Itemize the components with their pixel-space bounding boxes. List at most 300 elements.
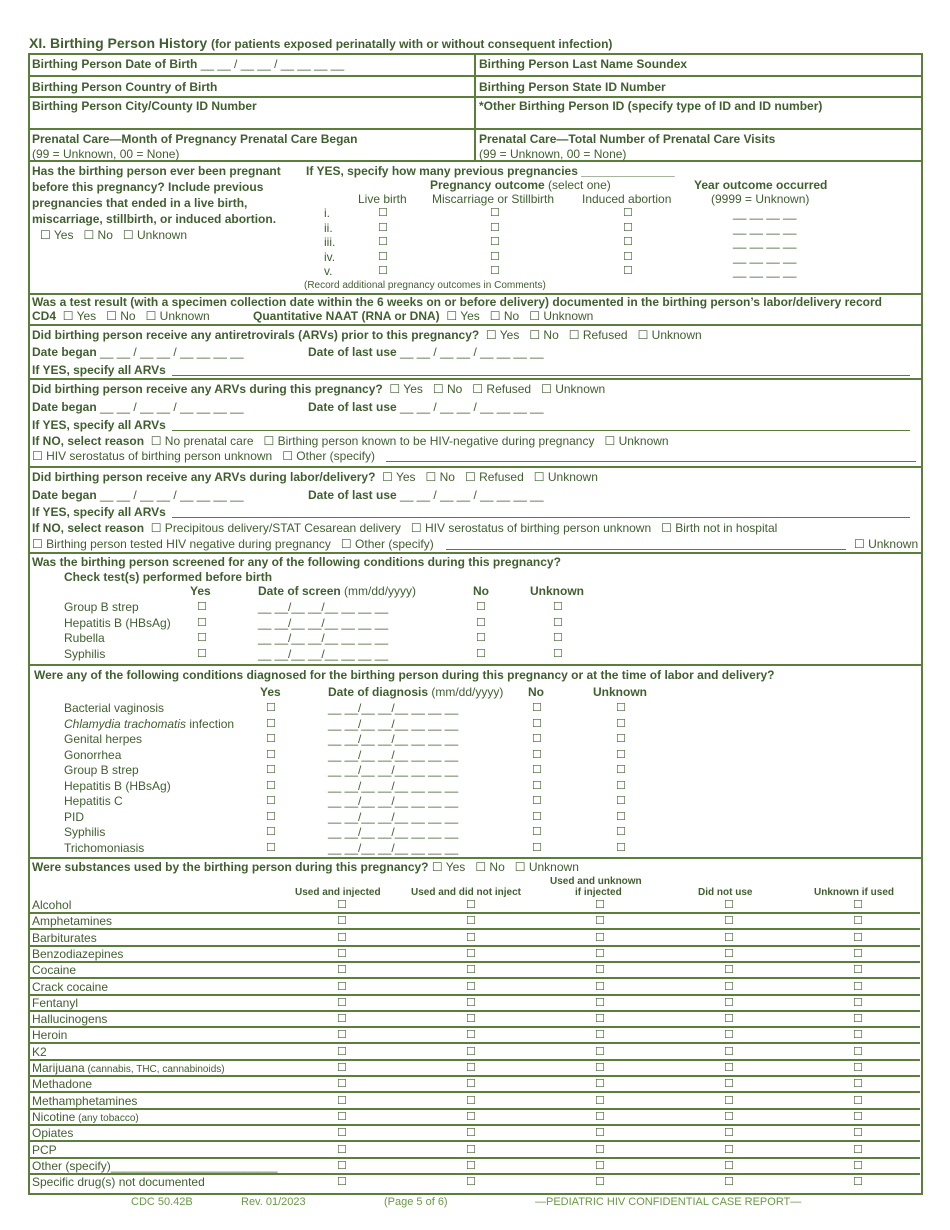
substance-checkbox[interactable]: ☐ [724, 1029, 734, 1042]
substance-row-divider [29, 912, 920, 914]
miscarriage-checkbox[interactable]: ☐ [490, 265, 500, 277]
substance-checkbox[interactable]: ☐ [853, 964, 863, 977]
substance-checkbox[interactable]: ☐ [724, 899, 734, 911]
substance-name: Alcohol [32, 898, 72, 912]
live-birth-checkbox[interactable]: ☐ [378, 250, 388, 263]
diag-yes-checkbox[interactable]: ☐ [266, 826, 276, 838]
substance-checkbox[interactable]: ☐ [595, 1078, 605, 1091]
substance-label [32, 931, 97, 945]
substance-checkbox[interactable]: ☐ [466, 980, 476, 993]
arv-prior-date-began[interactable]: Date began __ __ / __ __ / __ __ __ __ [32, 345, 244, 359]
footer-page: (Page 5 of 6) [384, 1196, 448, 1208]
diag-yes-checkbox[interactable]: ☐ [266, 733, 276, 745]
diag-unknown-checkbox[interactable]: ☐ [616, 764, 626, 776]
screen-date-input[interactable]: __ __/__ __/__ __ __ __ [258, 646, 389, 661]
test-question: Was a test result (with a specimen collection date within the 6 weeks on or before delivery) documented in the birthing person’s labor/delivery record [32, 295, 882, 309]
substance-checkbox[interactable]: ☐ [466, 1045, 476, 1058]
year-outcome-input[interactable]: __ __ __ __ [733, 235, 797, 249]
diag-no-checkbox[interactable]: ☐ [532, 764, 542, 776]
diag-no-checkbox[interactable]: ☐ [532, 779, 542, 792]
diag-condition-label: Syphilis [64, 825, 106, 839]
diag-condition-label: Genital herpes [64, 732, 143, 746]
city-id-field[interactable]: Birthing Person City/County ID Number [32, 99, 257, 113]
substance-checkbox[interactable]: ☐ [724, 1143, 734, 1156]
substance-row-divider [29, 1042, 920, 1044]
diag-condition-label: PID [64, 809, 85, 824]
dob-field[interactable]: Birthing Person Date of Birth __ __ / __ __ / __ __ __ __ [32, 57, 345, 71]
year-outcome-input[interactable]: __ __ __ __ [733, 206, 797, 220]
year-outcome-input[interactable]: __ __ __ __ [733, 264, 797, 278]
pregnancy-row-label: iii. [324, 235, 336, 249]
diag-col-unknown: Unknown [593, 685, 647, 699]
substance-checkbox[interactable]: ☐ [595, 980, 605, 993]
sub-col-unknown-used: Unknown if used [814, 887, 894, 898]
pregnancy-note: (Record additional pregnancy outcomes in Comments) [304, 280, 546, 291]
substance-row-divider [29, 1108, 920, 1110]
substance-checkbox[interactable]: ☐ [466, 915, 476, 928]
substance-name: Methadone [32, 1077, 93, 1092]
diag-no-checkbox[interactable]: ☐ [532, 733, 542, 745]
substance-checkbox[interactable]: ☐ [724, 964, 734, 977]
substance-checkbox[interactable]: ☐ [337, 1094, 347, 1107]
substance-checkbox[interactable]: ☐ [853, 899, 863, 911]
substance-checkbox[interactable]: ☐ [466, 1029, 476, 1042]
prenatal-visits-field[interactable]: Prenatal Care—Total Number of Prenatal Care Visits [479, 132, 776, 146]
screen-col-no: No [473, 584, 489, 598]
substance-label [32, 1159, 278, 1173]
substance-checkbox[interactable]: ☐ [595, 1029, 605, 1042]
substance-checkbox[interactable]: ☐ [337, 964, 347, 977]
substance-checkbox[interactable]: ☐ [724, 996, 734, 1009]
miscarriage-checkbox[interactable]: ☐ [490, 221, 500, 234]
screen-no-checkbox[interactable]: ☐ [476, 616, 486, 629]
year-header: Year outcome occurred [694, 178, 828, 192]
induced-abortion-checkbox[interactable]: ☐ [623, 236, 633, 248]
substance-checkbox[interactable]: ☐ [853, 1176, 863, 1189]
substance-label [32, 1077, 92, 1091]
pregnancy-question-2: before this pregnancy? Include previous [32, 180, 264, 194]
substance-checkbox[interactable]: ☐ [853, 1094, 863, 1107]
diag-unknown-checkbox[interactable]: ☐ [616, 795, 626, 807]
pregnancy-question-4: miscarriage, stillbirth, or induced abortion. [32, 212, 277, 226]
substance-label [32, 1143, 57, 1157]
substance-checkbox[interactable]: ☐ [724, 980, 734, 993]
substance-checkbox[interactable]: ☐ [595, 1062, 605, 1074]
substance-checkbox[interactable]: ☐ [466, 1143, 476, 1156]
arv-labor-specify-label: If YES, specify all ARVs [32, 505, 166, 519]
substance-checkbox[interactable]: ☐ [466, 931, 476, 944]
arv-labor-date-last[interactable]: Date of last use __ __ / __ __ / __ __ __ __ [308, 488, 544, 502]
diag-yes-checkbox[interactable]: ☐ [266, 795, 276, 807]
substance-checkbox[interactable]: ☐ [853, 915, 863, 928]
substance-checkbox[interactable]: ☐ [853, 1078, 863, 1091]
substance-checkbox[interactable]: ☐ [337, 899, 347, 911]
substance-label [32, 1028, 67, 1042]
substance-label [32, 996, 78, 1010]
induced-abortion-checkbox[interactable]: ☐ [623, 207, 633, 219]
substance-checkbox[interactable]: ☐ [337, 1176, 347, 1189]
substance-label [32, 914, 112, 928]
substance-checkbox[interactable]: ☐ [724, 1078, 734, 1091]
screen-check-label: Check test(s) performed before birth [64, 570, 273, 584]
substance-checkbox[interactable]: ☐ [466, 1062, 476, 1074]
live-birth-checkbox[interactable]: ☐ [378, 207, 388, 219]
diag-no-checkbox[interactable]: ☐ [532, 717, 542, 730]
screen-col-unknown: Unknown [530, 584, 584, 598]
diag-date-input[interactable]: __ __/__ __/__ __ __ __ [328, 840, 459, 855]
substance-name: Benzodiazepines [32, 946, 124, 961]
diag-question: Were any of the following conditions diagnosed for the birthing person during this pregnancy or at the time of labor and delivery? [34, 668, 775, 682]
diag-unknown-checkbox[interactable]: ☐ [616, 702, 626, 714]
substance-checkbox[interactable]: ☐ [466, 899, 476, 911]
sub-col-did-not-use: Did not use [698, 887, 753, 898]
screen-condition-label: Syphilis [64, 646, 106, 661]
outcome-header: Pregnancy outcome (select one) [430, 178, 611, 192]
arv-labor-unknown[interactable]: ☐ Unknown [854, 537, 919, 551]
substance-name: K2 [32, 1044, 47, 1059]
arv-prior-date-last[interactable]: Date of last use __ __ / __ __ / __ __ __ __ [308, 345, 544, 359]
diag-no-checkbox[interactable]: ☐ [532, 795, 542, 807]
diag-no-checkbox[interactable]: ☐ [532, 702, 542, 714]
sub-col-unknown-inject-2: if injected [575, 887, 622, 898]
substance-label [32, 1012, 107, 1026]
substance-name: PCP [32, 1142, 57, 1157]
arv-labor-question[interactable]: Did birthing person receive any ARVs during labor/delivery? ☐ Yes ☐ No ☐ Refused ☐ Unknown [32, 470, 598, 484]
sub-col-injected: Used and injected [295, 887, 381, 898]
arv-labor-other-input[interactable] [446, 549, 846, 550]
substance-checkbox[interactable]: ☐ [595, 964, 605, 977]
substance-checkbox[interactable]: ☐ [595, 1094, 605, 1107]
sub-col-unknown-inject-1: Used and unknown [550, 876, 642, 887]
substance-checkbox[interactable]: ☐ [337, 1127, 347, 1140]
substance-label [32, 947, 123, 961]
substance-checkbox[interactable]: ☐ [724, 1110, 734, 1123]
diag-yes-checkbox[interactable]: ☐ [266, 779, 276, 792]
substance-checkbox[interactable]: ☐ [595, 1127, 605, 1140]
screen-unknown-checkbox[interactable]: ☐ [553, 647, 563, 660]
substance-checkbox[interactable]: ☐ [337, 1110, 347, 1123]
arv-during-reasons-1[interactable]: If NO, select reason ☐ No prenatal care ☐ Birthing person known to be HIV-negative during pregnancy ☐ Unknown [32, 434, 669, 448]
substance-checkbox[interactable]: ☐ [337, 947, 347, 960]
substance-row-divider [29, 1075, 920, 1077]
substance-name: Methamphetamines [32, 1093, 138, 1108]
diag-condition-label: Hepatitis B (HBsAg) [64, 778, 171, 793]
substance-checkbox[interactable]: ☐ [595, 915, 605, 928]
screen-unknown-checkbox[interactable]: ☐ [553, 632, 563, 644]
diag-no-checkbox[interactable]: ☐ [532, 841, 542, 854]
substance-checkbox[interactable]: ☐ [337, 1013, 347, 1026]
substance-label [32, 1045, 47, 1059]
substance-checkbox[interactable]: ☐ [853, 1013, 863, 1026]
substance-checkbox[interactable]: ☐ [853, 996, 863, 1009]
screen-condition-label: Group B strep [64, 600, 139, 614]
substance-checkbox[interactable]: ☐ [466, 1078, 476, 1091]
diag-date-input[interactable]: __ __/__ __/__ __ __ __ [328, 794, 459, 808]
arv-labor-date-began[interactable]: Date began __ __ / __ __ / __ __ __ __ [32, 488, 244, 502]
substance-label [32, 1126, 73, 1140]
miscarriage-checkbox[interactable]: ☐ [490, 236, 500, 248]
substance-checkbox[interactable]: ☐ [595, 947, 605, 960]
screen-yes-checkbox[interactable]: ☐ [197, 647, 207, 660]
live-birth-checkbox[interactable]: ☐ [378, 221, 388, 234]
col-live-birth: Live birth [358, 192, 407, 206]
arv-prior-specify-label: If YES, specify all ARVs [32, 363, 166, 377]
arv-during-date-began[interactable]: Date began __ __ / __ __ / __ __ __ __ [32, 400, 244, 414]
screen-col-yes: Yes [190, 584, 211, 598]
diag-unknown-checkbox[interactable]: ☐ [616, 810, 626, 823]
substance-row-divider [29, 928, 920, 930]
screen-no-checkbox[interactable]: ☐ [476, 632, 486, 644]
live-birth-checkbox[interactable]: ☐ [378, 236, 388, 248]
diag-condition-label: Group B strep [64, 763, 139, 777]
arv-labor-reasons-2[interactable]: ☐ Birthing person tested HIV negative during pregnancy ☐ Other (specify) [32, 537, 434, 551]
substance-checkbox[interactable]: ☐ [724, 1045, 734, 1058]
substance-name: Opiates [32, 1126, 74, 1141]
section-title: XI. Birthing Person History (for patients exposed perinatally with or without consequent infection) [29, 35, 613, 51]
substance-row-divider [29, 1010, 920, 1012]
substance-label [32, 980, 108, 994]
diag-unknown-checkbox[interactable]: ☐ [616, 841, 626, 854]
substance-name: Amphetamines [32, 914, 113, 929]
col-miscarriage: Miscarriage or Stillbirth [432, 192, 555, 206]
diag-date-input[interactable]: __ __/__ __/__ __ __ __ [328, 825, 459, 839]
substance-checkbox[interactable]: ☐ [724, 947, 734, 960]
diag-yes-checkbox[interactable]: ☐ [266, 764, 276, 776]
substance-checkbox[interactable]: ☐ [595, 931, 605, 944]
screen-yes-checkbox[interactable]: ☐ [197, 632, 207, 644]
substance-checkbox[interactable]: ☐ [853, 1159, 863, 1172]
year-note: (9999 = Unknown) [711, 192, 810, 206]
arv-labor-specify-input[interactable] [172, 517, 910, 518]
diag-yes-checkbox[interactable]: ☐ [266, 810, 276, 823]
substance-checkbox[interactable]: ☐ [466, 1013, 476, 1026]
pregnancy-row-label: ii. [324, 220, 333, 235]
pregnancy-question-1: Has the birthing person ever been pregnant [32, 164, 281, 178]
diag-date-input[interactable]: __ __/__ __/__ __ __ __ [328, 716, 459, 731]
substance-checkbox[interactable]: ☐ [724, 1159, 734, 1172]
substance-checkbox[interactable]: ☐ [595, 899, 605, 911]
year-outcome-input[interactable]: __ __ __ __ [733, 249, 797, 264]
pregnancy-options[interactable]: ☐ Yes ☐ No ☐ Unknown [40, 228, 188, 242]
substance-checkbox[interactable]: ☐ [466, 996, 476, 1009]
substance-checkbox[interactable]: ☐ [724, 931, 734, 944]
substance-checkbox[interactable]: ☐ [853, 1127, 863, 1140]
chlamydia-italic: Chlamydia trachomatis [64, 716, 187, 731]
screen-no-checkbox[interactable]: ☐ [476, 647, 486, 660]
substance-checkbox[interactable]: ☐ [853, 1045, 863, 1058]
screen-question: Was the birthing person screened for any of the following conditions during this pregnancy? [32, 555, 561, 569]
substance-row-divider [29, 1140, 920, 1142]
substance-checkbox[interactable]: ☐ [337, 1045, 347, 1058]
country-field[interactable]: Birthing Person Country of Birth [32, 80, 218, 94]
screen-date-input[interactable]: __ __/__ __/__ __ __ __ [258, 600, 389, 614]
substance-checkbox[interactable]: ☐ [724, 915, 734, 928]
diag-col-no: No [528, 685, 544, 699]
prenatal-visits-note: (99 = Unknown, 00 = None) [479, 147, 627, 161]
substance-checkbox[interactable]: ☐ [724, 1013, 734, 1026]
sub-col-not-inject: Used and did not inject [411, 887, 522, 898]
substance-checkbox[interactable]: ☐ [853, 1143, 863, 1156]
pregnancy-row-label: iv. [324, 249, 336, 264]
substance-checkbox[interactable]: ☐ [853, 931, 863, 944]
substance-checkbox[interactable]: ☐ [466, 1176, 476, 1189]
substance-checkbox[interactable]: ☐ [595, 1045, 605, 1058]
prenatal-month-note: (99 = Unknown, 00 = None) [32, 147, 180, 161]
substance-checkbox[interactable]: ☐ [466, 964, 476, 977]
substance-row-divider [29, 961, 920, 963]
substance-checkbox[interactable]: ☐ [337, 1143, 347, 1156]
substance-name: Specific drug(s) not documented [32, 1175, 205, 1190]
screen-date-input[interactable]: __ __/__ __/__ __ __ __ [258, 631, 389, 645]
substance-checkbox[interactable]: ☐ [595, 1013, 605, 1026]
substance-name: Heroin [32, 1028, 68, 1043]
screen-date-input[interactable]: __ __/__ __/__ __ __ __ [258, 615, 389, 630]
substance-checkbox[interactable]: ☐ [466, 1127, 476, 1140]
diag-yes-checkbox[interactable]: ☐ [266, 748, 276, 761]
substance-checkbox[interactable]: ☐ [853, 980, 863, 993]
diag-unknown-checkbox[interactable]: ☐ [616, 748, 626, 761]
diag-date-input[interactable]: __ __/__ __/__ __ __ __ [328, 701, 459, 715]
pregnancy-question-3: pregnancies that ended in a live birth, [32, 196, 248, 210]
substance-checkbox[interactable]: ☐ [466, 1110, 476, 1123]
substance-note[interactable]: _________________________ [110, 1158, 278, 1173]
screen-condition-label: Hepatitis B (HBsAg) [64, 615, 171, 630]
substance-checkbox[interactable]: ☐ [724, 1094, 734, 1107]
miscarriage-checkbox[interactable]: ☐ [490, 250, 500, 263]
substance-checkbox[interactable]: ☐ [337, 915, 347, 928]
arv-during-specify-input[interactable] [172, 430, 910, 431]
arv-prior-specify-input[interactable] [172, 375, 910, 376]
substance-name: Cocaine [32, 963, 77, 978]
diag-unknown-checkbox[interactable]: ☐ [616, 733, 626, 745]
arv-during-specify-label: If YES, specify all ARVs [32, 418, 166, 432]
substance-name: Fentanyl [32, 995, 79, 1010]
substance-checkbox[interactable]: ☐ [724, 1176, 734, 1189]
diag-unknown-checkbox[interactable]: ☐ [616, 779, 626, 792]
naat-row[interactable]: Quantitative NAAT (RNA or DNA) ☐ Yes ☐ No ☐ Unknown [253, 309, 594, 323]
substance-checkbox[interactable]: ☐ [466, 947, 476, 960]
miscarriage-checkbox[interactable]: ☐ [490, 207, 500, 219]
live-birth-checkbox[interactable]: ☐ [378, 265, 388, 277]
substance-checkbox[interactable]: ☐ [724, 1127, 734, 1140]
diag-col-yes: Yes [260, 685, 281, 699]
substance-checkbox[interactable]: ☐ [595, 1159, 605, 1172]
arv-during-date-last[interactable]: Date of last use __ __ / __ __ / __ __ __ __ [308, 400, 544, 414]
diag-yes-checkbox[interactable]: ☐ [266, 841, 276, 854]
induced-abortion-checkbox[interactable]: ☐ [623, 265, 633, 277]
diag-no-checkbox[interactable]: ☐ [532, 810, 542, 823]
footer-form-number: CDC 50.42B [131, 1196, 193, 1208]
cd4-row[interactable]: CD4 ☐ Yes ☐ No ☐ Unknown [32, 309, 210, 323]
induced-abortion-checkbox[interactable]: ☐ [623, 250, 633, 263]
substance-label [32, 963, 76, 977]
substance-note: (cannabis, THC, cannabinoids) [84, 1064, 225, 1075]
substance-checkbox[interactable]: ☐ [595, 1110, 605, 1123]
screen-yes-checkbox[interactable]: ☐ [197, 616, 207, 629]
substance-note: (any tobacco) [75, 1112, 139, 1124]
substance-checkbox[interactable]: ☐ [337, 1062, 347, 1074]
substance-row-divider [29, 1026, 920, 1028]
diag-unknown-checkbox[interactable]: ☐ [616, 717, 626, 730]
substance-row-divider [29, 977, 920, 979]
substance-checkbox[interactable]: ☐ [337, 931, 347, 944]
pregnancy-row-label: v. [324, 264, 333, 278]
substance-checkbox[interactable]: ☐ [466, 1094, 476, 1107]
arv-during-question[interactable]: Did birthing person receive any ARVs during this pregnancy? ☐ Yes ☐ No ☐ Refused ☐ Unknown [32, 382, 606, 396]
prenatal-month-field[interactable]: Prenatal Care—Month of Pregnancy Prenatal Care Began [32, 132, 358, 146]
substance-checkbox[interactable]: ☐ [337, 1078, 347, 1091]
substance-checkbox[interactable]: ☐ [853, 947, 863, 960]
screen-unknown-checkbox[interactable]: ☐ [553, 601, 563, 613]
state-id-field[interactable]: Birthing Person State ID Number [479, 80, 666, 94]
diag-condition-label: Hepatitis C [64, 794, 123, 808]
substance-checkbox[interactable]: ☐ [853, 1062, 863, 1074]
year-outcome-input[interactable]: __ __ __ __ [733, 220, 797, 235]
diag-date-input[interactable]: __ __/__ __/__ __ __ __ [328, 732, 459, 746]
footer-revision: Rev. 01/2023 [241, 1196, 306, 1208]
diag-condition-label: Gonorrhea [64, 747, 122, 762]
substance-checkbox[interactable]: ☐ [466, 1159, 476, 1172]
footer-title: —PEDIATRIC HIV CONFIDENTIAL CASE REPORT— [535, 1196, 802, 1208]
col-induced: Induced abortion [582, 192, 672, 206]
substance-checkbox[interactable]: ☐ [595, 1143, 605, 1156]
substance-checkbox[interactable]: ☐ [724, 1062, 734, 1074]
substance-checkbox[interactable]: ☐ [337, 996, 347, 1009]
substance-row-divider [29, 994, 920, 996]
diag-date-input[interactable]: __ __/__ __/__ __ __ __ [328, 778, 459, 793]
substance-checkbox[interactable]: ☐ [853, 1110, 863, 1123]
substance-name: Nicotine [32, 1109, 76, 1124]
other-id-field[interactable]: *Other Birthing Person ID (specify type of ID and ID number) [479, 99, 823, 113]
diag-yes-checkbox[interactable]: ☐ [266, 717, 276, 730]
diag-date-input[interactable]: __ __/__ __/__ __ __ __ [328, 763, 459, 777]
diag-date-input[interactable]: __ __/__ __/__ __ __ __ [328, 809, 459, 824]
diag-no-checkbox[interactable]: ☐ [532, 748, 542, 761]
substance-row-divider [29, 945, 920, 947]
screen-no-checkbox[interactable]: ☐ [476, 601, 486, 613]
substance-row-divider [29, 1091, 920, 1093]
substance-checkbox[interactable]: ☐ [337, 1029, 347, 1042]
substance-checkbox[interactable]: ☐ [595, 996, 605, 1009]
soundex-field[interactable]: Birthing Person Last Name Soundex [479, 57, 688, 71]
screen-yes-checkbox[interactable]: ☐ [197, 601, 207, 613]
arv-labor-reasons-1[interactable]: If NO, select reason ☐ Precipitous delivery/STAT Cesarean delivery ☐ HIV serostatus of birthing person unknown ☐ Birth not in hospital [32, 521, 778, 535]
substance-name: Marijuana [32, 1061, 85, 1075]
diag-condition-label [64, 717, 234, 731]
diag-no-checkbox[interactable]: ☐ [532, 826, 542, 838]
diag-yes-checkbox[interactable]: ☐ [266, 702, 276, 714]
screen-col-date: Date of screen (mm/dd/yyyy) [258, 584, 417, 598]
diag-unknown-checkbox[interactable]: ☐ [616, 826, 626, 838]
arv-during-other-input[interactable] [386, 461, 916, 462]
screen-unknown-checkbox[interactable]: ☐ [553, 616, 563, 629]
arv-during-reasons-2[interactable]: ☐ HIV serostatus of birthing person unknown ☐ Other (specify) [32, 449, 375, 463]
substance-checkbox[interactable]: ☐ [337, 980, 347, 993]
diag-col-date: Date of diagnosis (mm/dd/yyyy) [328, 685, 504, 699]
substance-row-divider [29, 1124, 920, 1126]
substances-question[interactable]: Were substances used by the birthing person during this pregnancy? ☐ Yes ☐ No ☐ Unknown [32, 860, 579, 874]
induced-abortion-checkbox[interactable]: ☐ [623, 221, 633, 234]
substance-name: Hallucinogens [32, 1012, 108, 1027]
diag-date-input[interactable]: __ __/__ __/__ __ __ __ [328, 747, 459, 762]
substance-checkbox[interactable]: ☐ [595, 1176, 605, 1189]
substance-checkbox[interactable]: ☐ [853, 1029, 863, 1042]
substance-name: Barbiturates [32, 930, 97, 945]
previous-pregnancies-count[interactable]: If YES, specify how many previous pregnancies ______________ [306, 164, 675, 178]
substance-label [32, 898, 71, 912]
substance-checkbox[interactable]: ☐ [337, 1159, 347, 1172]
arv-prior-question[interactable]: Did birthing person receive any antiretrovirals (ARVs) prior to this pregnancy? ☐ Yes ☐ No ☐ Refused ☐ Unknown [32, 328, 702, 342]
